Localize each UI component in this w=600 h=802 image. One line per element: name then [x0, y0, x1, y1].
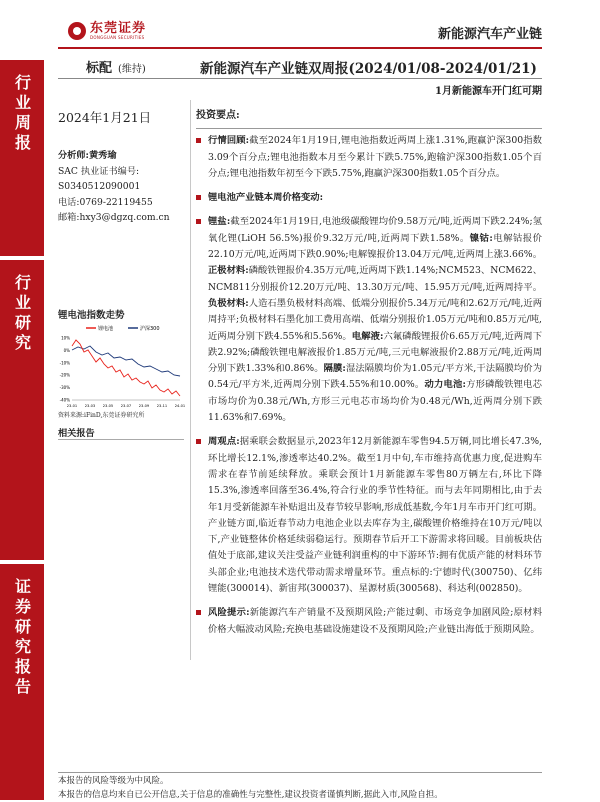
- y-axis-ticks: [60, 336, 71, 403]
- page-header: [0, 0, 600, 48]
- analyst-phone: 电话:0769-22119455: [58, 196, 153, 208]
- related-divider: [58, 439, 184, 440]
- rating: 标配 (维持): [86, 61, 146, 76]
- company-logo: [68, 22, 146, 40]
- battery-series-line: [72, 340, 180, 396]
- logo-icon: [68, 22, 86, 40]
- header-divider: [58, 47, 542, 49]
- sector-label: 新能源汽车产业链: [437, 27, 542, 42]
- legend-csi300-label: 沪深300: [140, 326, 160, 332]
- analyst-email: 邮箱:hxy3@dgzq.com.cn: [58, 212, 170, 224]
- market-review-bullet: 行情回顾:截至2024年1月19日,锂电池指数近两周上涨1.31%,跑赢沪深300指数3.09个百分点;锂电池指数本月至今累计下跌5.75%,跑输沪深300指数1.05个百分点;锂电池指数年初至今下跌5.75%,跑赢沪深300指数1.05个百分点。: [196, 133, 542, 182]
- main-content: [196, 108, 542, 646]
- title-divider: [58, 78, 542, 79]
- y-tick-label: -10%: [59, 360, 70, 366]
- side-band-research: 行业研究: [0, 260, 44, 560]
- points-heading: 投资要点:: [196, 110, 240, 121]
- logo-text: 东莞证券: [90, 21, 147, 36]
- side-band-weekly: 行业周报: [0, 60, 44, 256]
- index-chart: [56, 322, 184, 410]
- points-divider: [196, 128, 542, 129]
- x-tick-label: 23-03: [84, 404, 96, 408]
- y-tick-label: -20%: [59, 372, 70, 378]
- footer: [58, 774, 443, 802]
- footer-disclaimer: 本报告的信息均来自已公开信息,关于信息的准确性与完整性,建议投资者谨慎判断,据此入市,风险自担。: [58, 790, 443, 800]
- chart-source: 资料来源:iFinD,东莞证券研究所: [58, 412, 145, 419]
- viewpoint-bullet: 周观点:据乘联会数据显示,2023年12月新能源车零售94.5万辆,同比增长47.3%,环比增长12.1%,渗透率达40.2%。截至1月中旬,车市维持高优惠力度,促进购车需求在春节前延续释放。乘联会预计1月新能源车零售80万辆左右,环比下降15.3%,渗透率回落至36.4%,符合行业的季节性特征。而与去年同期相比,由于去年1月受新能源车补贴退出及春节较早影响,形成低基数,今年1月车市开门红可期。产业链方面,临近春节动力电池企业以去库存为主,碳酸锂价格维持在10万元/吨以下,产业链整体价格延续弱稳运行。预期春节后开工下游需求将回暖。目前板块估值处于底部,建议关注受益产业链利润重构的中下游环节:拥有优质产能的材料环节头部企业;电池技术迭代带动需求增量环节。重点标的:宁德时代(300750)、亿纬锂能(300014)、新宙邦(300037)、星源材质(300568)、科达利(002850)。: [196, 434, 542, 597]
- analyst-name: 黄秀瑜: [88, 150, 117, 161]
- x-tick-label: 23-09: [138, 404, 150, 408]
- x-tick-label: 23-01: [66, 404, 78, 408]
- risk-bullet: 风险提示:新能源汽车产销量不及预期风险;产能过剩、市场竞争加剧风险;原材料价格大幅波动风险;充换电基础设施建设不及预期风险;产业链出海低于预期风险。: [196, 605, 542, 638]
- column-divider: [190, 100, 191, 660]
- x-axis-ticks: [67, 404, 185, 408]
- analyst-info: [58, 148, 170, 226]
- analyst-label: 分析师:: [58, 150, 89, 161]
- y-tick-label: 10%: [61, 335, 70, 341]
- cert-number: S0340512090001: [58, 181, 141, 193]
- price-change-bullet: 锂盐:截至2024年1月19日,电池级碳酸锂均价9.58万元/吨,近两周下跌2.24%;氢氧化锂(LiOH 56.5%)报价9.32万元/吨,近两周下跌1.58%。镍钴:电解钴报价22.10万元/吨,近两周下跌0.90%;电解镍报价13.04万元/吨,近两周上涨3.66%。正极材料:磷酸铁锂报价4.35万元/吨,近两周下跌1.14%;NCM523、NCM622、NCM811分别报价12.20万元/吨、13.30万元/吨、15.95万元/吨,近两周持平。负极材料:人造石墨负极材料高端、低端分别报价5.34万元/吨和2.62万元/吨,近两周持平;负极材料石墨化加工费用高端、低端分别报价1.05万元/吨和0.85万元/吨,近两周分别下跌4.55%和5.56%。电解液:六氟磷酸锂报价6.65万元/吨,近两周下跌2.92%;磷酸铁锂电解液报价1.85万元/吨,三元电解液报价2.88万元/吨,近两周分别下跌1.33%和0.86%。隔膜:湿法隔膜均价为1.05元/平方米,干法隔膜均价为0.54元/平方米,近两周分别下跌4.55%和10.00%。动力电池:方形磷酸铁锂电芯市场均价为0.38元/Wh,方形三元电芯市场均价为0.48元/Wh,近两周分别下跌11.63%和7.69%。: [196, 214, 542, 426]
- x-tick-label: 24-01: [174, 404, 186, 408]
- chart-legend: [86, 325, 160, 332]
- x-tick-label: 23-07: [120, 404, 132, 408]
- x-tick-label: 23-11: [156, 404, 168, 408]
- cert-label: SAC 执业证书编号:: [58, 165, 140, 177]
- report-title: 新能源汽车产业链双周报(2024/01/08-2024/01/21): [200, 61, 537, 77]
- chart-title: 锂电池指数走势: [58, 310, 125, 321]
- footer-risk-level: 本报告的风险等级为中风险。: [58, 776, 169, 786]
- side-band-report: 证券研究报告: [0, 564, 44, 800]
- y-tick-label: 0%: [63, 347, 70, 353]
- x-tick-label: 23-05: [102, 404, 114, 408]
- report-subtitle: 1月新能源车开门红可期: [435, 86, 542, 97]
- footer-divider: [58, 772, 542, 773]
- price-heading-bullet: 锂电池产业链本周价格变动:: [196, 190, 542, 206]
- report-date: 2024年1月21日: [58, 110, 152, 125]
- related-reports-heading: 相关报告: [58, 428, 95, 439]
- logo-subtext: DONGGUAN SECURITIES: [90, 35, 145, 40]
- y-tick-label: -30%: [59, 385, 70, 391]
- y-tick-label: -40%: [59, 397, 70, 403]
- legend-battery-label: 锂电池: [98, 326, 114, 332]
